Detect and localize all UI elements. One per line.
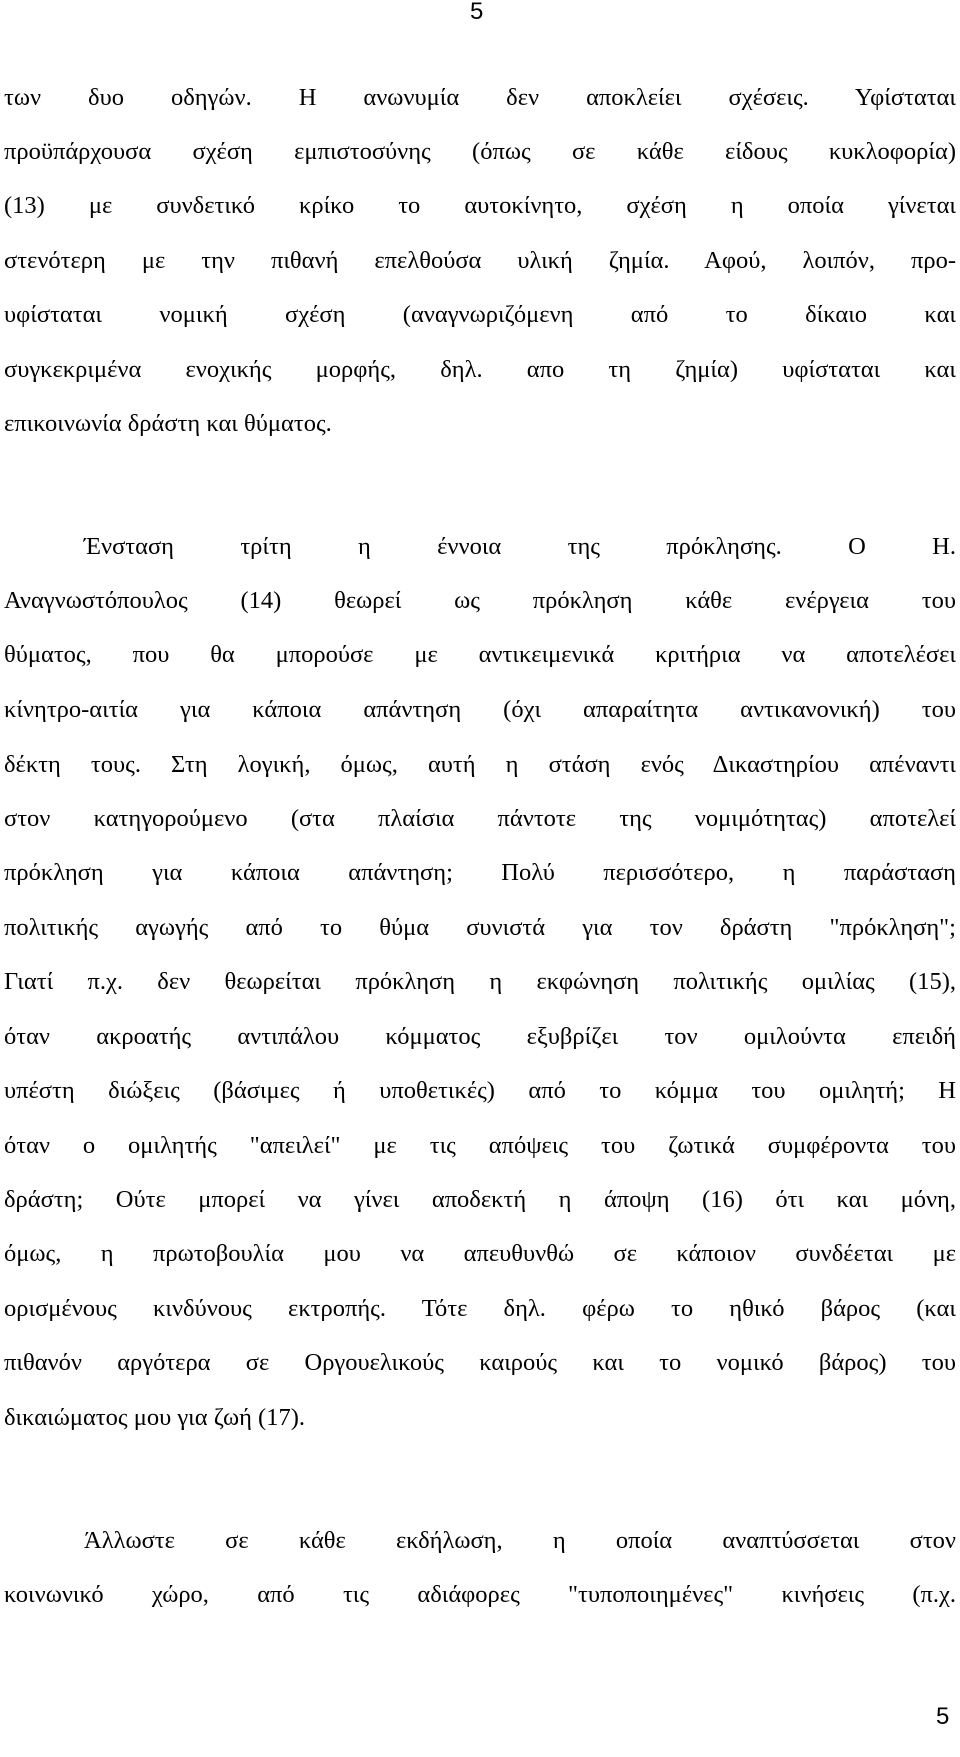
text-line: στενότερη με την πιθανή επελθούσα υλική ζημία. Αφού, λοιπόν, προ- [4,247,956,274]
text-line: θύματος, που θα μπορούσε με αντικειμενικά κριτήρια να αποτελέσει [4,641,956,668]
text-line: Γιατί π.χ. δεν θεωρείται πρόκληση η εκφώνηση πολιτικής ομιλίας (15), [4,968,956,995]
text-line: των δυο οδηγών. Η ανωνυμία δεν αποκλείει σχέσεις. Υφίσταται [4,84,956,111]
page-number-top: 5 [470,0,484,25]
text-line: πρόκληση για κάποια απάντηση; Πολύ περισσότερο, η παράσταση [4,859,956,886]
text-line: δικαιώματος μου για ζωή (17). [4,1404,305,1431]
text-line: ορισμένους κινδύνους εκτροπής. Τότε δηλ. φέρω το ηθικό βάρος (και [4,1295,956,1322]
text-line: όταν ο ομιλητής "απειλεί" με τις απόψεις του ζωτικά συμφέροντα του [4,1132,956,1159]
text-line: όμως, η πρωτοβουλία μου να απευθυνθώ σε κάποιον συνδέεται με [4,1240,956,1267]
text-line: όταν ακροατής αντιπάλου κόμματος εξυβρίζει τον ομιλούντα επειδή [4,1023,956,1050]
text-line: Άλλωστε σε κάθε εκδήλωση, η οποία αναπτύσσεται στον [84,1527,956,1554]
text-line: στον κατηγορούμενο (στα πλαίσια πάντοτε της νομιμότητας) αποτελεί [4,805,956,832]
text-line: (13) με συνδετικό κρίκο το αυτοκίνητο, σχέση η οποία γίνεται [4,192,956,219]
text-line: δράστη; Ούτε μπορεί να γίνει αποδεκτή η άποψη (16) ότι και μόνη, [4,1186,956,1213]
page-number-bottom: 5 [936,1703,950,1730]
text-line: προϋπάρχουσα σχέση εμπιστοσύνης (όπως σε κάθε είδους κυκλοφορία) [4,138,956,165]
text-line: υφίσταται νομική σχέση (αναγνωριζόμενη από το δίκαιο και [4,301,956,328]
text-line: υπέστη διώξεις (βάσιμες ή υποθετικές) από το κόμμα του ομιλητή; Η [4,1077,956,1104]
text-line: Αναγνωστόπουλος (14) θεωρεί ως πρόκληση κάθε ενέργεια του [4,587,956,614]
text-line: Ένσταση τρίτη η έννοια της πρόκλησης. Ο Η. [84,533,956,560]
text-line: πιθανόν αργότερα σε Οργουελικούς καιρούς και το νομικό βάρος) του [4,1349,956,1376]
text-line: κοινωνικό χώρο, από τις αδιάφορες "τυποποιημένες" κινήσεις (π.χ. [4,1581,956,1608]
text-line: επικοινωνία δράστη και θύματος. [4,410,332,437]
text-line: κίνητρο-αιτία για κάποια απάντηση (όχι απαραίτητα αντικανονική) του [4,696,956,723]
text-line: δέκτη τους. Στη λογική, όμως, αυτή η στάση ενός Δικαστηρίου απέναντι [4,751,956,778]
text-line: πολιτικής αγωγής από το θύμα συνιστά για τον δράστη "πρόκληση"; [4,914,956,941]
text-line: συγκεκριμένα ενοχικής μορφής, δηλ. απο τη ζημία) υφίσταται και [4,356,956,383]
